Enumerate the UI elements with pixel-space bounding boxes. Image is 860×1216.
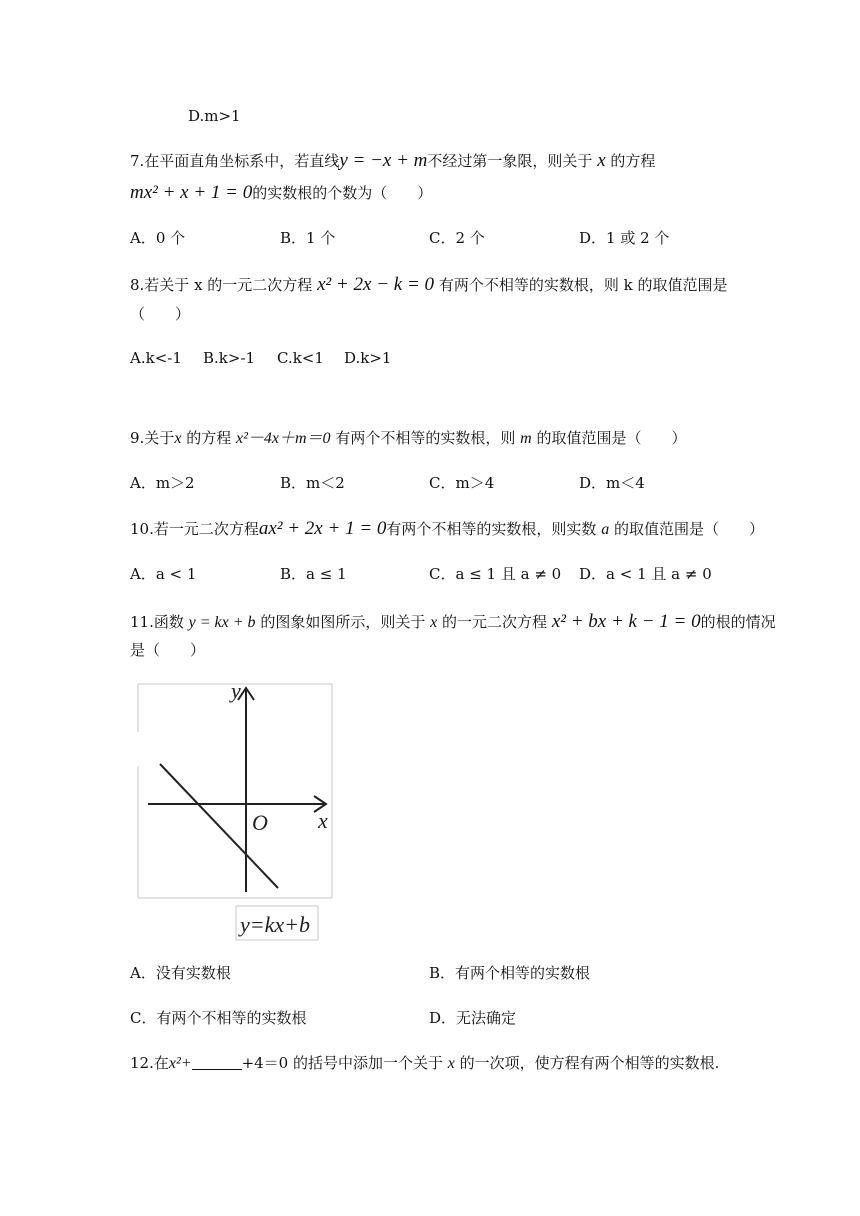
q12-equation: x²+ [168, 1055, 192, 1072]
origin-label: O [252, 810, 268, 835]
q11-option-a: A．没有实数根 [130, 964, 231, 982]
q9-option-d: D．m＜4 [579, 474, 645, 492]
q11-figure [128, 680, 338, 945]
q9-equation: x²－4x＋m＝0 [236, 430, 331, 447]
q10-stem: 10.若一元二次方程ax² + 2x + 1 = 0有两个不相等的实数根，则实数 a 的取值范围是（ ） [130, 518, 764, 539]
q12-stem: 12.在x²+ +4＝0 的括号中添加一个关于 x 的一次项，使方程有两个相等的实数根. [130, 1054, 720, 1072]
q8-equation: x² + 2x − k = 0 [317, 274, 435, 295]
q9-option-c: C．m＞4 [429, 474, 495, 492]
q7-option-b: B．1 个 [280, 229, 336, 247]
q8-stem-line1: 8.若关于 x 的一元二次方程 x² + 2x − k = 0 有两个不相等的实数根，则 k 的取值范围是 [130, 274, 728, 295]
q9-option-b: B．m＜2 [280, 474, 345, 492]
q11-option-d: D．无法确定 [429, 1009, 517, 1027]
q10-option-d: D．a < 1 且 a ≠ 0 [579, 565, 712, 583]
q9-option-a: A．m＞2 [130, 474, 195, 492]
q8-paren: （ ） [130, 305, 191, 323]
q9-stem: 9.关于x 的方程 x²－4x＋m＝0 有两个不相等的实数根，则 m 的取值范围是（ ） [130, 429, 687, 447]
q7-option-d: D．1 或 2 个 [579, 229, 670, 247]
frame-gap-mask [134, 732, 142, 766]
q8-option-a: A.k<-1 [130, 349, 182, 367]
fill-in-blank [192, 1055, 242, 1070]
q10-option-c: C．a ≤ 1 且 a ≠ 0 [429, 565, 562, 583]
q7-option-a: A．0 个 [130, 229, 186, 247]
q7-stem-line1: 7.在平面直角坐标系中，若直线y = −x + m不经过第一象限，则关于 x 的方程 [130, 150, 656, 171]
q11-stem-line1: 11.函数 y = kx + b 的图象如图所示，则关于 x 的一元二次方程 x² + bx + k − 1 = 0的根的情况 [130, 611, 776, 632]
q7-equation-quadratic: mx² + x + 1 = 0 [130, 182, 253, 203]
x-axis-label: x [318, 808, 328, 833]
q7-stem-line2: mx² + x + 1 = 0的实数根的个数为（ ） [130, 182, 433, 203]
q10-equation: ax² + 2x + 1 = 0 [258, 518, 387, 539]
q10-option-b: B．a ≤ 1 [280, 565, 347, 583]
q11-stem-line2: 是（ ） [130, 641, 206, 659]
figure-frame [138, 684, 332, 898]
q6-option-d: D.m>1 [188, 107, 241, 125]
q11-equation-line: y = kx + b [188, 614, 256, 631]
q7-option-c: C．2 个 [429, 229, 485, 247]
q7-equation-line: y = −x + m [339, 150, 428, 171]
q8-option-d: D.k>1 [344, 349, 392, 367]
q11-option-b: B．有两个相等的实数根 [429, 964, 591, 982]
q8-option-b: B.k>-1 [203, 349, 256, 367]
q11-option-c: C．有两个不相等的实数根 [130, 1009, 307, 1027]
y-axis-label: y [231, 680, 241, 703]
q8-option-c: C.k<1 [277, 349, 324, 367]
q11-equation-quadratic: x² + bx + k − 1 = 0 [551, 611, 701, 632]
figure-caption: y=kx+b [240, 912, 310, 937]
q10-option-a: A．a < 1 [130, 565, 197, 583]
